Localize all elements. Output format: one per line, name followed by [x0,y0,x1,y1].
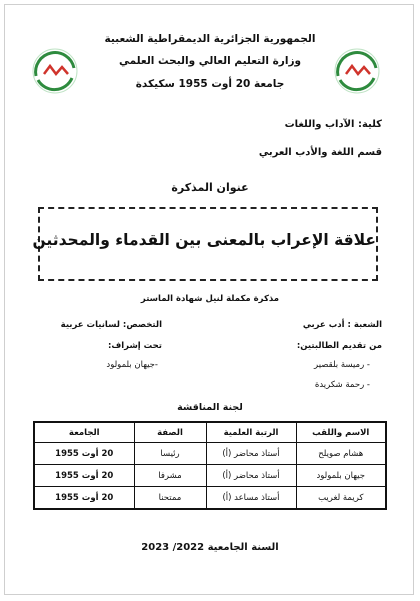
jury-role: ممتحنا [134,487,206,510]
jury-role: مشرفا [134,465,206,487]
student-name-1-text: رميسة بلقصير [314,360,365,370]
thesis-title-box [32,207,378,281]
col-header-university: الجامعة [34,422,134,443]
jury-rank: أستاذ محاضر (أ) [206,443,296,465]
faculty-label: كلية: الآداب واللغات [284,119,382,130]
jury-name: هشام صويلح [296,443,386,465]
supervision-label: تحت إشراف: [107,341,162,351]
department-label: قسم اللغة والأدب العربي [258,147,382,158]
thesis-title: علاقة الإعراب بالمعنى بين القدماء والمحدثين [32,231,376,249]
branch-label: الشعبة : أدب عربي [302,320,382,330]
header-university: جامعة 20 أوت 1955 سكيكدة [135,78,285,90]
jury-name: كريمة لغريب [296,487,386,510]
student-name-2-text: رحمة شكريدة [314,380,365,390]
table-row [34,443,386,465]
student-name-1: - رميسة بلقصير [314,360,370,370]
table-row [34,465,386,487]
thesis-title-label: عنوان المذكرة [171,181,249,194]
jury-university: 20 أوت 1955 [34,487,134,510]
supervisor-name: -جيهان بلمولود [106,360,158,370]
header-ministry: وزارة التعليم العالي والبحث العلمي [118,55,302,67]
jury-role: رئيسا [134,443,206,465]
specialty-label: التخصص: لسانيات عربية [60,320,162,330]
jury-university: 20 أوت 1955 [34,443,134,465]
memo-statement: مذكرة مكملة لنيل شهادة الماستر [140,294,280,304]
col-header-rank: الرتبة العلمية [206,422,296,443]
jury-rank: أستاذ مساعد (أ) [206,487,296,510]
academic-year: السنة الجامعية 2022/ 2023 [141,542,279,553]
jury-table-header-row [34,422,386,443]
header-republic: الجمهورية الجزائرية الديمقراطية الشعبية [104,33,316,45]
jury-name: جيهان بلمولود [296,465,386,487]
table-row [34,487,386,510]
student-name-2: - رحمة شكريدة [314,380,370,390]
col-header-name: الاسم واللقب [296,422,386,443]
jury-university: 20 أوت 1955 [34,465,134,487]
jury-label: لجنة المناقشة [177,402,243,413]
jury-rank: أستاذ محاضر (أ) [206,465,296,487]
col-header-role: الصفة [134,422,206,443]
jury-table [33,421,387,510]
presented-by-label: من تقديم الطالبتين: [296,341,382,351]
